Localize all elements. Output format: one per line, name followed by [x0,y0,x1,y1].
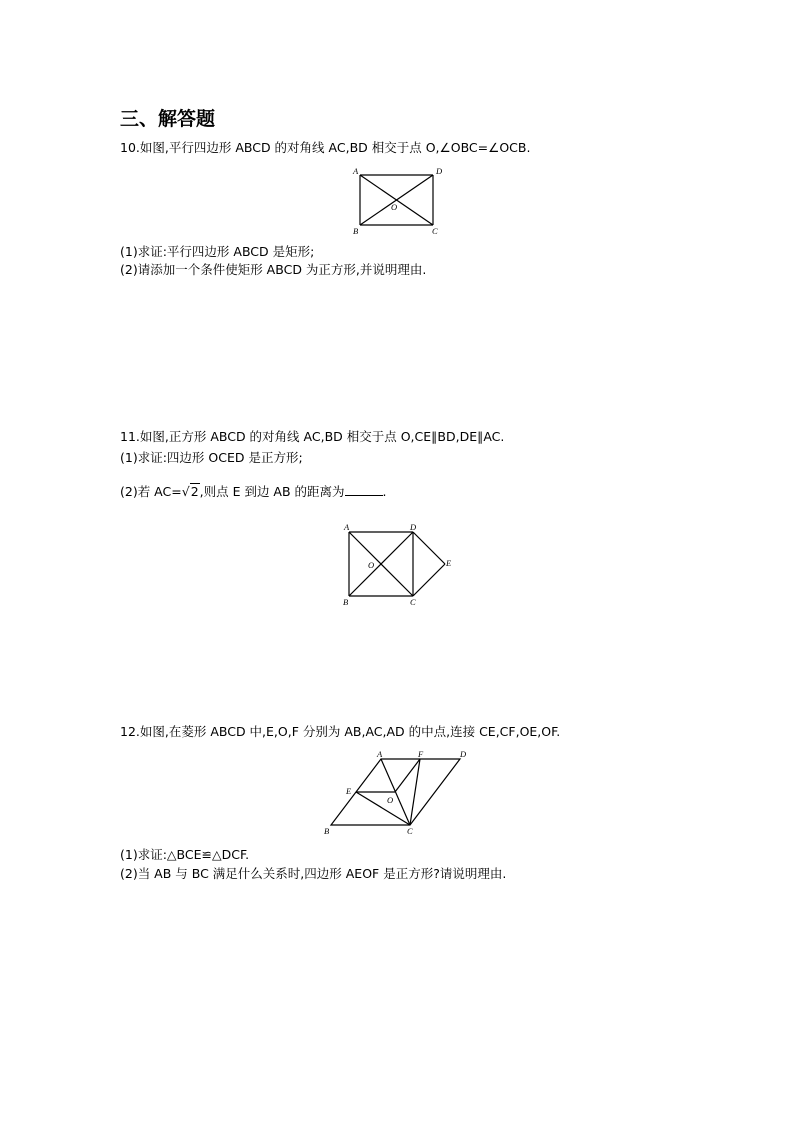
q10-label-a: A [353,166,359,176]
q11-part2 [120,483,387,500]
q10-part1: (1)求证:平行四边形 ABCD 是矩形; [120,244,315,259]
q12-label-c: C [407,826,413,836]
q11-label-e: E [446,558,452,568]
sqrt-symbol: √ [181,484,190,499]
q11-label-c: C [410,597,416,607]
answer-blank [345,483,383,496]
q11-part1: (1)求证:四边形 OCED 是正方形; [120,450,303,465]
q12-label-e: E [346,786,352,796]
q11-figure [340,520,460,610]
q11-stem: 11.如图,正方形 ABCD 的对角线 AC,BD 相交于点 O,CE∥BD,DE∥AC. [120,429,505,444]
q11-part2-end: . [382,484,387,499]
q12-label-d: D [460,749,467,759]
q12-part1: (1)求证:△BCE≌△DCF. [120,847,250,862]
q10-part2: (2)请添加一个条件使矩形 ABCD 为正方形,并说明理由. [120,262,427,277]
q10-stem: 10.如图,平行四边形 ABCD 的对角线 AC,BD 相交于点 O,∠OBC=∠OCB. [120,140,531,155]
q12-label-f: F [418,749,424,759]
q12-label-o: O [387,795,394,805]
q10-label-c: C [432,226,438,236]
q12-stem: 12.如图,在菱形 ABCD 中,E,O,F 分别为 AB,AC,AD 的中点,连接 CE,CF,OE,OF. [120,724,561,739]
q12-figure [320,748,480,838]
sqrt-radicand: 2 [190,484,199,499]
q12-segment-ce [356,792,410,825]
q11-label-d: D [410,522,417,532]
q12-part2: (2)当 AB 与 BC 满足什么关系时,四边形 AEOF 是正方形?请说明理由. [120,866,507,881]
q10-label-b: B [353,226,359,236]
q11-part2-suffix: ,则点 E 到边 AB 的距离为 [199,484,345,499]
q10-figure [350,165,450,237]
q10-label-o: O [391,202,398,212]
q11-label-o: O [368,560,375,570]
q12-segment-cf [410,759,420,825]
q11-label-a: A [344,522,350,532]
q11-segment-de [413,532,445,564]
q11-part2-prefix: (2)若 AC= [120,484,182,499]
section-title: 三、解答题 [120,108,216,130]
q12-label-a: A [377,749,383,759]
q11-label-b: B [343,597,349,607]
q12-label-b: B [324,826,330,836]
q11-segment-ce [413,564,445,596]
q10-label-d: D [436,166,443,176]
sqrt-expression [182,484,200,500]
